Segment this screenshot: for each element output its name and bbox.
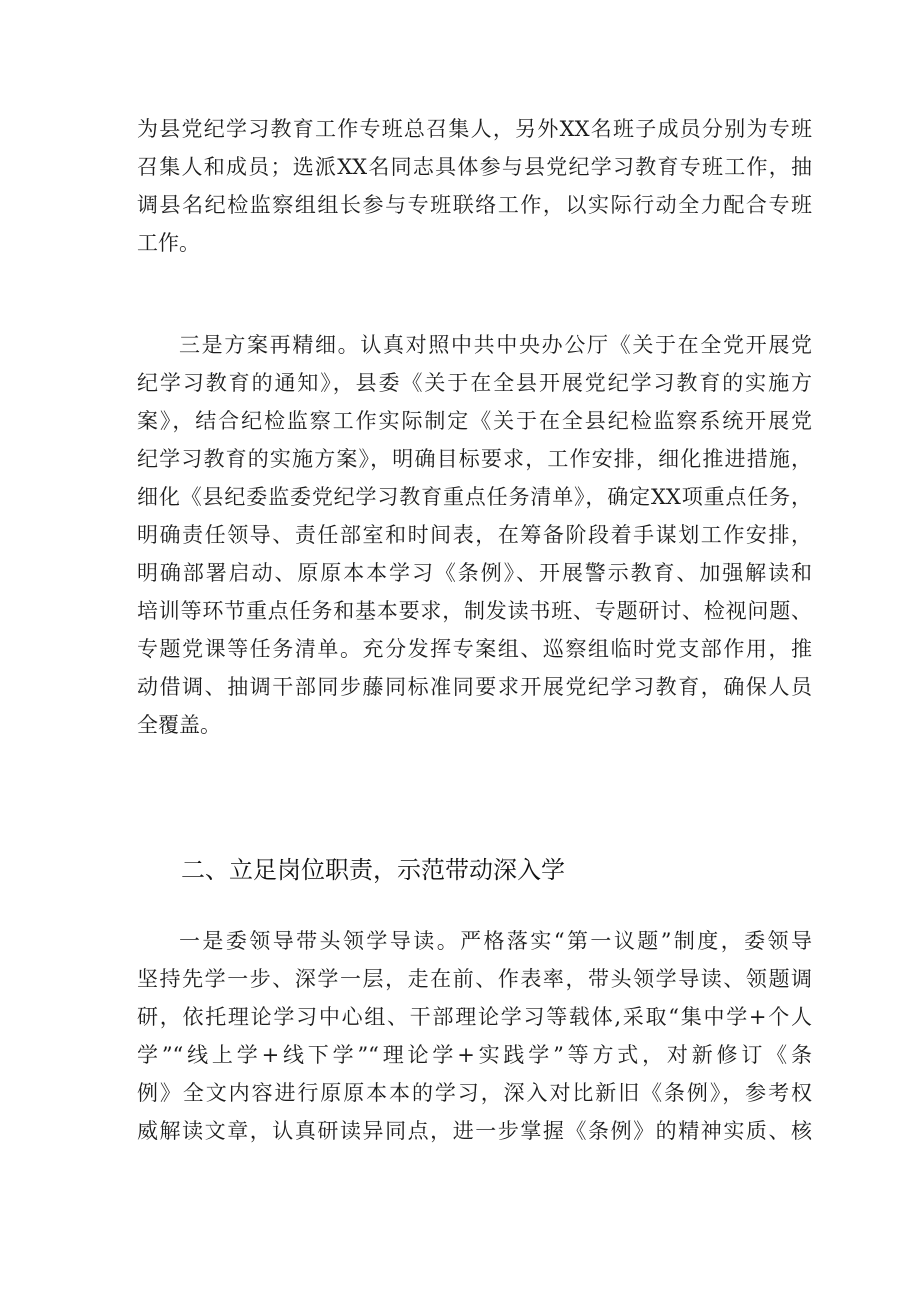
text-line: 例》全文内容进行原原本本的学习，深入对比新旧《条例》，参考权 — [137, 1081, 812, 1105]
text-line: 为县党纪学习教育工作专班总召集人，另外XX名班子成员分别为专班 — [137, 117, 812, 141]
paragraph-leadership-study — [137, 922, 812, 1150]
text-line: 纪学习教育的实施方案》，明确目标要求，工作安排，细化推进措施， — [137, 447, 812, 471]
text-line: 调县名纪检监察组组长参与专班联络工作，以实际行动全力配合专班 — [137, 193, 812, 217]
text-line: 培训等环节重点任务和基本要求，制发读书班、专题研讨、检视问题、 — [137, 599, 812, 623]
text-line: 动借调、抽调干部同步藤同标准同要求开展党纪学习教育，确保人员 — [137, 675, 812, 699]
text-line: 细化《县纪委监委党纪学习教育重点任务清单》，确定XX项重点任务， — [137, 485, 812, 509]
text-line: 明确责任领导、责任部室和时间表，在筹备阶段着手谋划工作安排， — [137, 523, 812, 547]
text-line: 全覆盖。 — [137, 713, 221, 737]
text-line: 三是方案再精细。认真对照中共中央办公厅《关于在全党开展党 — [179, 333, 812, 357]
section-heading: 二、立足岗位职责，示范带动深入学 — [181, 856, 565, 884]
paragraph-continuation — [137, 110, 812, 262]
text-line: 工作。 — [137, 231, 200, 255]
text-line: 坚持先学一步、深学一层，走在前、作表率，带头领学导读、领题调 — [137, 967, 812, 991]
text-line: 明确部署启动、原原本本学习《条例》、开展警示教育、加强解读和 — [137, 561, 812, 585]
text-line: 一是委领导带头领学导读。严格落实“第一议题”制度，委领导 — [179, 929, 812, 953]
text-line: 研，依托理论学习中心组、干部理论学习等载体,采取“集中学+个人 — [137, 1005, 812, 1029]
text-line: 案》，结合纪检监察工作实际制定《关于在全县纪检监察系统开展党 — [137, 409, 812, 433]
text-line: 纪学习教育的通知》，县委《关于在全县开展党纪学习教育的实施方 — [137, 371, 812, 395]
text-line: 专题党课等任务清单。充分发挥专案组、巡察组临时党支部作用，推 — [137, 637, 812, 661]
paragraph-plan-refinement — [137, 326, 812, 744]
text-line: 学”“线上学+线下学”“理论学+实践学”等方式，对新修订《条 — [137, 1043, 812, 1067]
text-line: 召集人和成员；选派XX名同志具体参与县党纪学习教育专班工作，抽 — [137, 155, 812, 179]
text-line: 威解读文章，认真研读异同点，进一步掌握《条例》的精神实质、核 — [137, 1119, 812, 1143]
